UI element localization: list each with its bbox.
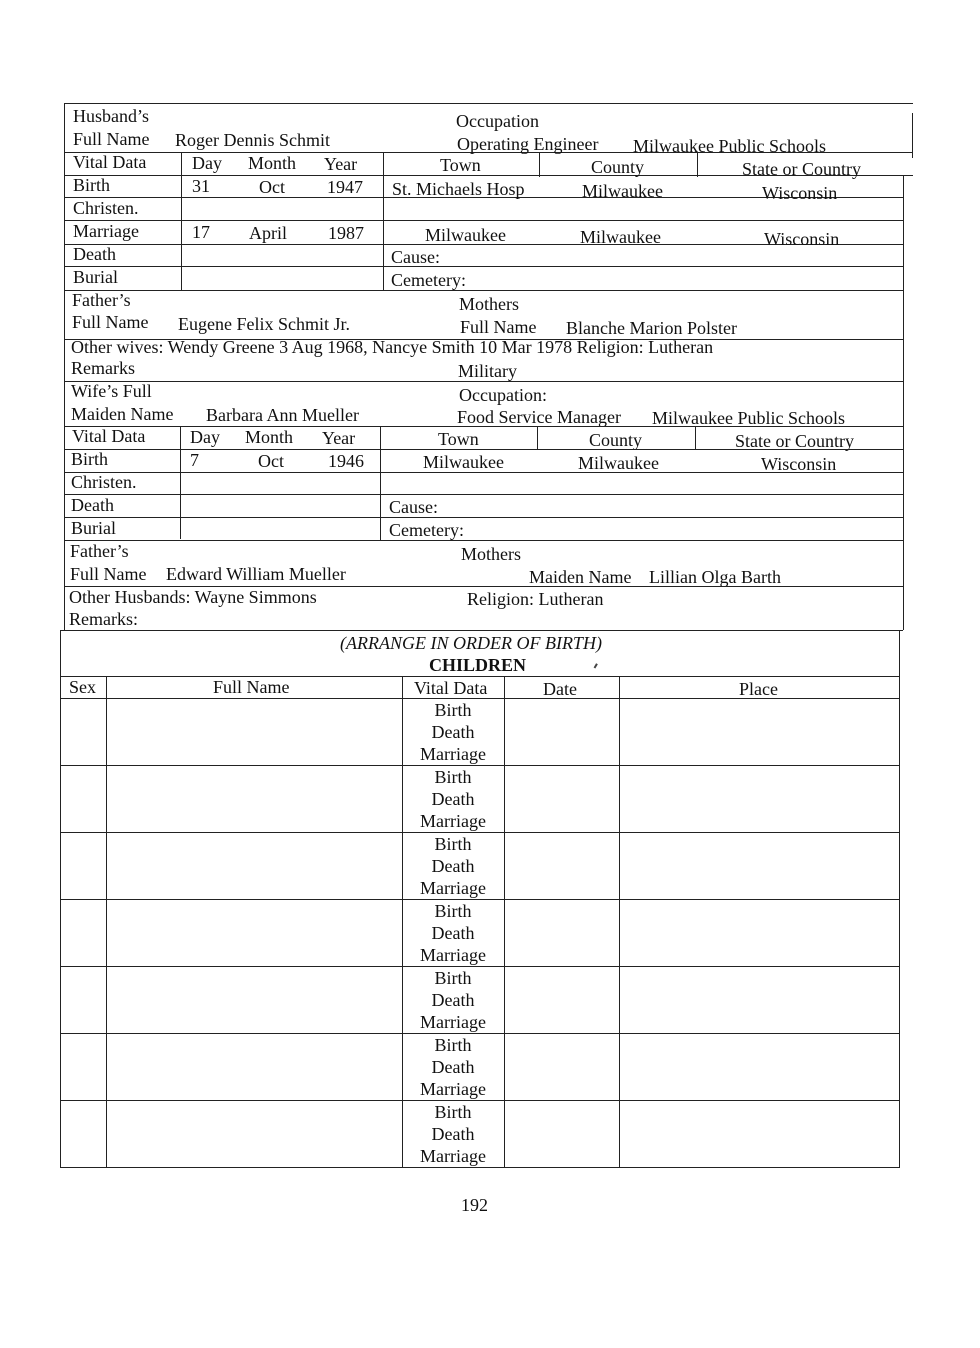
husband-birth-state: Wisconsin (762, 183, 838, 203)
child-marriage-label: Marriage (420, 878, 486, 898)
husband-employer: Milwaukee Public Schools (633, 136, 826, 156)
wife-mother-label-line2: Maiden Name (529, 567, 632, 587)
wife-religion: Religion: Lutheran (467, 589, 604, 609)
children-sex-header: Sex (69, 677, 96, 697)
child-death-label: Death (431, 1057, 475, 1077)
husband-town-header: Town (440, 155, 481, 175)
wife-label-line2: Maiden Name (71, 404, 174, 424)
husband-marriage-county: Milwaukee (580, 227, 661, 247)
stray-mark (594, 663, 598, 668)
husband-mother-label-line2: Full Name (460, 317, 537, 337)
wife-father-name: Edward William Mueller (166, 564, 346, 584)
children-vital-header: Vital Data (414, 678, 488, 698)
husband-cause-label: Cause: (391, 247, 440, 267)
child-marriage-label: Marriage (420, 1079, 486, 1099)
wife-birth-town: Milwaukee (423, 452, 504, 472)
husband-father-name: Eugene Felix Schmit Jr. (178, 314, 350, 334)
husband-birth-day: 31 (192, 176, 210, 196)
husband-burial-label: Burial (73, 267, 118, 287)
children-date-header: Date (543, 679, 577, 699)
wife-label-line1: Wife’s Full (71, 381, 152, 401)
child-marriage-label: Marriage (420, 945, 486, 965)
wife-birth-day: 7 (190, 450, 199, 470)
husband-marriage-label: Marriage (73, 221, 139, 241)
husband-father-label-line1: Father’s (72, 290, 131, 310)
wife-father-label-line1: Father’s (70, 541, 129, 561)
child-death-label: Death (431, 1124, 475, 1144)
wife-mother-name: Lillian Olga Barth (649, 567, 781, 587)
page-number: 192 (461, 1195, 488, 1215)
child-marriage-label: Marriage (420, 1146, 486, 1166)
wife-birth-state: Wisconsin (761, 454, 837, 474)
wife-employer: Milwaukee Public Schools (652, 408, 845, 428)
husband-marriage-state: Wisconsin (764, 229, 840, 249)
husband-occupation-label: Occupation (456, 111, 539, 131)
wife-father-label-line2: Full Name (70, 564, 147, 584)
husband-birth-year: 1947 (327, 177, 363, 197)
husband-month-header: Month (248, 153, 297, 173)
wife-full-name: Barbara Ann Mueller (206, 405, 359, 425)
husband-marriage-town: Milwaukee (425, 225, 506, 245)
child-death-label: Death (431, 923, 475, 943)
husband-marriage-day: 17 (192, 222, 210, 242)
wife-county-header: County (589, 430, 643, 450)
husband-mother-name: Blanche Marion Polster (566, 318, 737, 338)
husband-full-name: Roger Dennis Schmit (175, 130, 330, 150)
husband-occupation: Operating Engineer (457, 134, 599, 154)
wife-vital-header: Vital Data (72, 426, 146, 446)
wife-death-label: Death (71, 495, 114, 515)
husband-remarks-label: Remarks (71, 358, 135, 378)
husband-birth-county: Milwaukee (582, 181, 663, 201)
wife-year-header: Year (322, 428, 356, 448)
child-marriage-label: Marriage (420, 811, 486, 831)
husband-day-header: Day (192, 153, 222, 173)
child-death-label: Death (431, 722, 475, 742)
wife-cause-label: Cause: (389, 497, 438, 517)
wife-birth-county: Milwaukee (578, 453, 659, 473)
children-title: CHILDREN (429, 655, 527, 675)
wife-birth-month: Oct (258, 451, 284, 471)
wife-mother-label-line1: Mothers (461, 544, 521, 564)
wife-cemetery-label: Cemetery: (389, 520, 464, 540)
husband-county-header: County (591, 157, 645, 177)
husband-birth-town: St. Michaels Hosp (392, 179, 525, 199)
husband-marriage-year: 1987 (328, 223, 364, 243)
wife-other-husbands: Other Husbands: Wayne Simmons (69, 587, 317, 607)
husband-state-header: State or Country (742, 159, 861, 179)
wife-day-header: Day (190, 427, 220, 447)
child-marriage-label: Marriage (420, 1012, 486, 1032)
child-birth-label: Birth (434, 968, 472, 988)
husband-marriage-month: April (249, 223, 287, 243)
children-instruction: (ARRANGE IN ORDER OF BIRTH) (340, 633, 602, 653)
child-birth-label: Birth (434, 1035, 472, 1055)
husband-label-line1: Husband’s (73, 106, 149, 126)
wife-burial-label: Burial (71, 518, 116, 538)
wife-birth-year: 1946 (328, 451, 364, 471)
husband-military-label: Military (458, 361, 517, 381)
child-death-label: Death (431, 789, 475, 809)
child-death-label: Death (431, 990, 475, 1010)
wife-christen-label: Christen. (71, 472, 137, 492)
husband-birth-month: Oct (259, 177, 285, 197)
children-fullname-header: Full Name (213, 677, 290, 697)
husband-label-line2: Full Name (73, 129, 150, 149)
child-birth-label: Birth (434, 901, 472, 921)
children-place-header: Place (739, 679, 778, 699)
child-birth-label: Birth (434, 700, 472, 720)
husband-christen-label: Christen. (73, 198, 139, 218)
husband-death-label: Death (73, 244, 116, 264)
child-birth-label: Birth (434, 1102, 472, 1122)
husband-other-wives: Other wives: Wendy Greene 3 Aug 1968, Nancye Smith 10 Mar 1978 Religion: Lutheran (71, 337, 714, 357)
wife-month-header: Month (245, 427, 294, 447)
husband-mother-label-line1: Mothers (459, 294, 519, 314)
wife-state-header: State or Country (735, 431, 854, 451)
wife-town-header: Town (438, 429, 479, 449)
husband-cemetery-label: Cemetery: (391, 270, 466, 290)
child-birth-label: Birth (434, 767, 472, 787)
wife-remarks-label: Remarks: (69, 609, 138, 629)
husband-year-header: Year (324, 154, 358, 174)
child-marriage-label: Marriage (420, 744, 486, 764)
wife-birth-label: Birth (71, 449, 109, 469)
husband-father-label-line2: Full Name (72, 312, 149, 332)
wife-occupation-label: Occupation: (459, 385, 547, 405)
child-birth-label: Birth (434, 834, 472, 854)
husband-birth-label: Birth (73, 175, 111, 195)
child-death-label: Death (431, 856, 475, 876)
wife-occupation: Food Service Manager (457, 407, 621, 427)
husband-vital-header: Vital Data (73, 152, 147, 172)
